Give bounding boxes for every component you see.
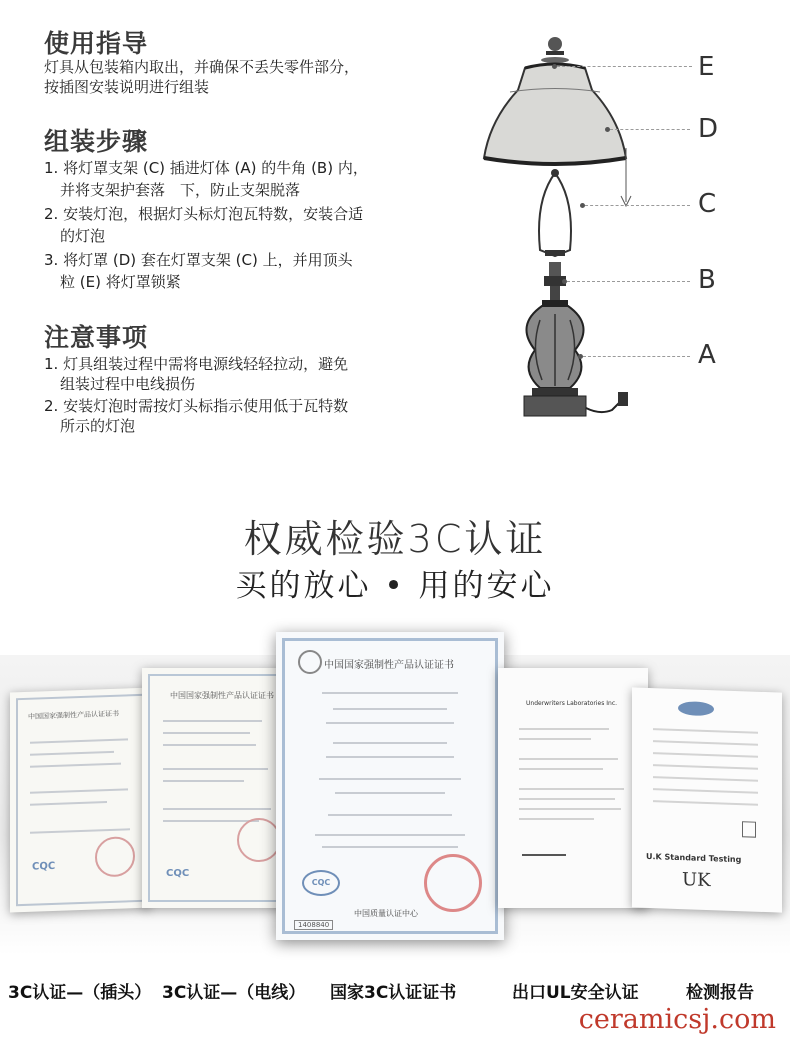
- guide-line-2: 按插图安装说明进行组装: [44, 78, 210, 96]
- assembly-step-2: 2. 安装灯泡，根据灯头标灯泡瓦特数，安装合适: [44, 205, 364, 223]
- caption-national: 国家3C认证证书: [330, 983, 457, 1003]
- cert-card-report: [632, 687, 782, 912]
- label-e: E: [698, 52, 715, 82]
- cert-card-wire-header: 中国国家强制性产品认证证书: [170, 691, 274, 700]
- watermark: ceramicsj.com: [578, 1004, 776, 1035]
- assembly-step-3-cont: 粒 (E) 将灯罩锁紧: [60, 273, 181, 291]
- leader-line-d: [610, 129, 690, 130]
- assembly-title: 组装步骤: [44, 127, 149, 156]
- cert-card-ul: [498, 668, 648, 908]
- label-c: C: [698, 189, 717, 219]
- leader-line-c: [585, 205, 690, 206]
- cert-card-national-footer: 中国质量认证中心: [354, 909, 418, 918]
- assembly-step-2-cont: 的灯泡: [60, 227, 106, 245]
- cqc-logo-3: CQC: [302, 870, 340, 896]
- label-a: A: [698, 340, 716, 370]
- cqc-logo-1: CQC: [32, 860, 56, 873]
- leader-line-a: [583, 356, 690, 357]
- assembly-step-3: 3. 将灯罩 (D) 套在灯罩支架 (C) 上，并用顶头: [44, 251, 353, 269]
- caption-ul: 出口UL安全认证: [512, 983, 639, 1003]
- leader-line-e: [557, 66, 692, 67]
- lamp-exploded-diagram: [480, 30, 660, 430]
- cert-card-national: [276, 632, 504, 940]
- shade-part-d: [484, 64, 626, 164]
- cert-card-wire: [142, 668, 292, 908]
- cert-section-title: 权威检验3C认证: [243, 517, 547, 561]
- signature-mark: [522, 846, 566, 856]
- cert-card-plug: [10, 688, 150, 913]
- uk-logo: UK: [682, 869, 711, 892]
- cert-card-ul-header: Underwriters Laboratories Inc.: [526, 700, 618, 707]
- red-seal-icon: [424, 854, 482, 912]
- caption-plug: 3C认证—（插头）: [8, 983, 152, 1003]
- assembly-step-1-cont: 并将支架护套落 下，防止支架脱落: [60, 181, 301, 199]
- finial-part-e: [541, 37, 569, 63]
- assembly-step-1: 1. 将灯罩支架 (C) 插进灯体 (A) 的牛角 (B) 内，: [44, 159, 368, 177]
- guide-title: 使用指导: [44, 29, 149, 58]
- note-1-cont: 组装过程中电线损伤: [60, 375, 196, 393]
- test-lab-logo-icon: [678, 701, 714, 716]
- label-d: D: [698, 114, 719, 144]
- cert-card-report-header: U.K Standard Testing: [646, 851, 742, 865]
- cert-code: 1408840: [294, 920, 333, 930]
- note-2-cont: 所示的灯泡: [60, 417, 136, 435]
- ccc-mark-icon: [298, 650, 322, 674]
- cqc-logo-2: CQC: [166, 868, 190, 879]
- stamp-icon: [742, 821, 756, 837]
- leader-line-b: [567, 281, 690, 282]
- notes-title: 注意事项: [44, 323, 149, 352]
- guide-line-1: 灯具从包装箱内取出，并确保不丢失零件部分，: [44, 58, 360, 76]
- cert-section-subtitle: 买的放心 • 用的安心: [235, 568, 555, 604]
- note-1: 1. 灯具组装过程中需将电源线轻轻拉动，避免: [44, 355, 349, 373]
- cert-card-plug-header: 中国国家强制性产品认证证书: [28, 709, 119, 721]
- cert-card-national-header: 中国国家强制性产品认证证书: [324, 660, 454, 671]
- note-2: 2. 安装灯泡时需按灯头标指示使用低于瓦特数: [44, 397, 349, 415]
- body-part-a: [524, 306, 628, 416]
- harp-part-c: [539, 169, 571, 256]
- red-seal-icon: [237, 818, 281, 862]
- caption-report: 检测报告: [686, 983, 754, 1003]
- label-b: B: [698, 265, 716, 295]
- socket-part-b: [542, 262, 568, 306]
- caption-wire: 3C认证—（电线）: [162, 983, 306, 1003]
